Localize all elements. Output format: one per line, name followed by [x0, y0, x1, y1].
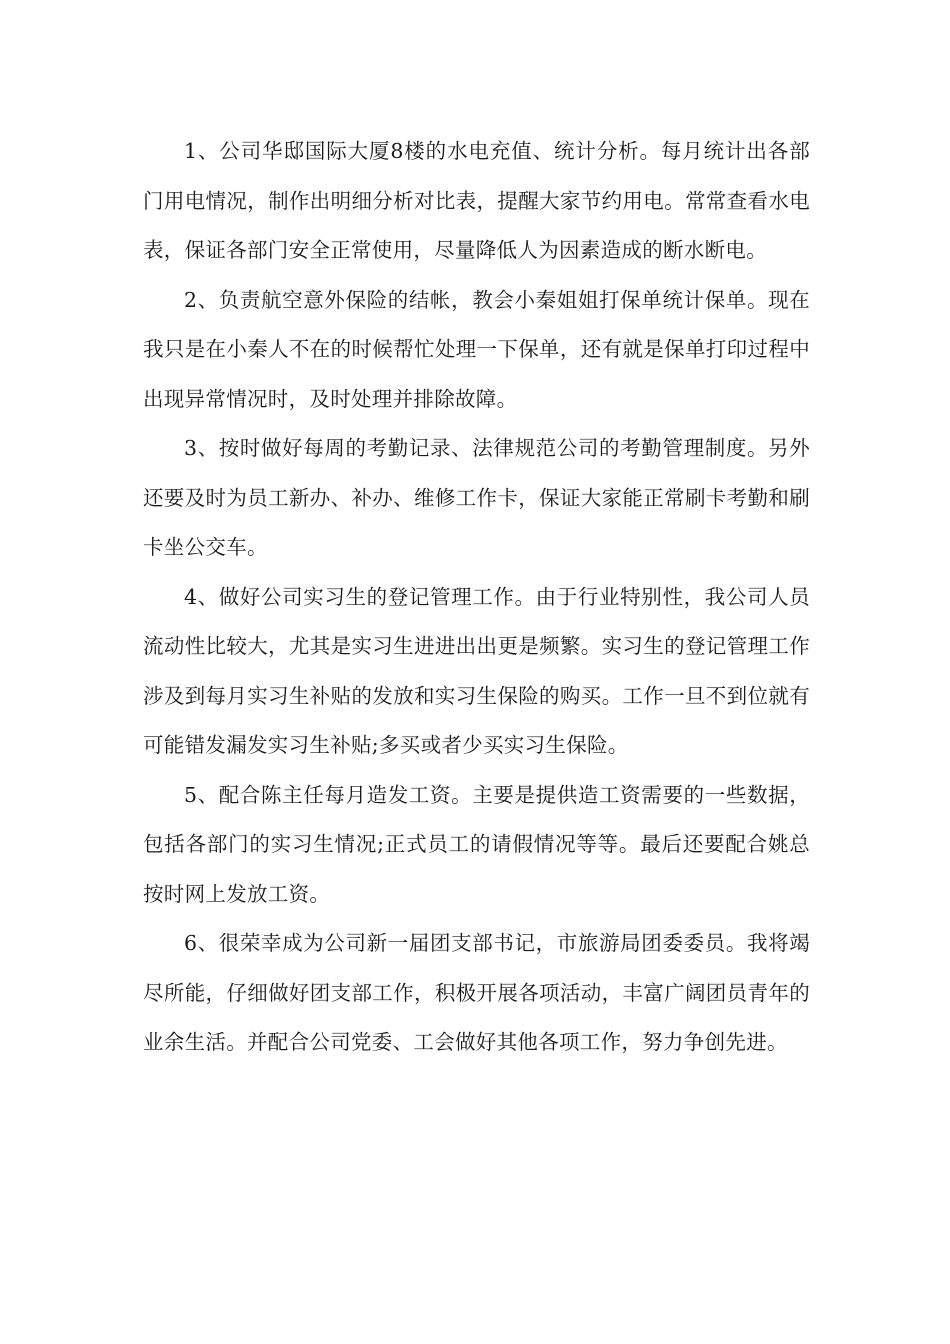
paragraph-2: 2、负责航空意外保险的结帐，教会小秦姐姐打保单统计保单。现在我只是在小秦人不在的时候帮忙处理一下保单，还有就是保单打印过程中出现异常情况时，及时处理并排除故障。 [143, 287, 810, 411]
document-body [143, 127, 810, 1068]
paragraph-6: 6、很荣幸成为公司新一届团支部书记，市旅游局团委委员。我将竭尽所能，仔细做好团支部工作，积极开展各项活动，丰富广阔团员青年的业余生活。并配合公司党委、工会做好其他各项工作，努力争创先进。 [143, 931, 810, 1054]
paragraph-4: 4、做好公司实习生的登记管理工作。由于行业特别性，我公司人员流动性比较大，尤其是实习生进进出出更是频繁。实习生的登记管理工作涉及到每月实习生补贴的发放和实习生保险的购买。工作一旦不到位就有可能错发漏发实习生补贴;多买或者少买实习生保险。 [143, 584, 810, 757]
paragraph-5: 5、配合陈主任每月造发工资。主要是提供造工资需要的一些数据，包括各部门的实习生情况;正式员工的请假情况等等。最后还要配合姚总按时网上发放工资。 [143, 782, 810, 906]
paragraph-1: 1、公司华邸国际大厦8楼的水电充值、统计分析。每月统计出各部门用电情况，制作出明细分析对比表，提醒大家节约用电。常常查看水电表，保证各部门安全正常使用，尽量降低人为因素造成的断水断电。 [143, 139, 810, 262]
paragraph-3: 3、按时做好每周的考勤记录、法律规范公司的考勤管理制度。另外还要及时为员工新办、补办、维修工作卡，保证大家能正常刷卡考勤和刷卡坐公交车。 [143, 436, 810, 559]
